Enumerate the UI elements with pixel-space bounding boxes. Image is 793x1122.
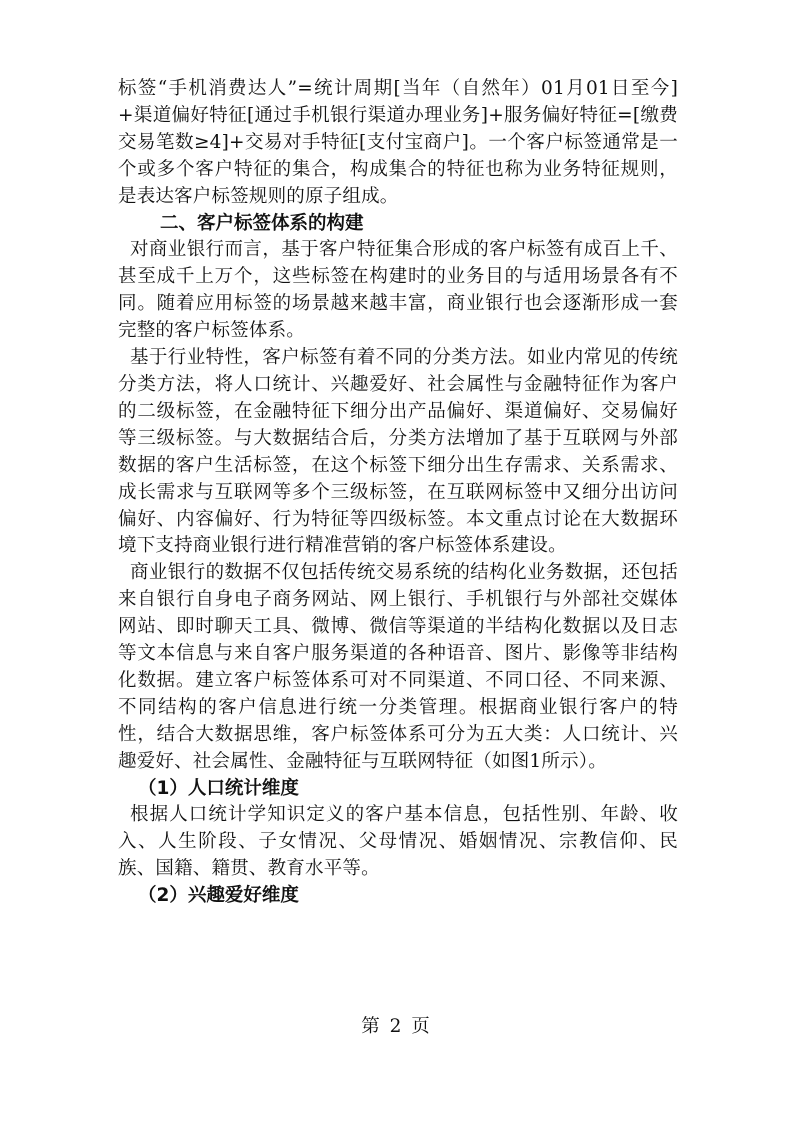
- page-number: 第 2 页: [361, 1016, 432, 1037]
- paragraph-demographics: 根据人口统计学知识定义的客户基本信息，包括性别、年龄、收入、人生阶段、子女情况、父母情况、婚姻情况、宗教信仰、民族、国籍、籍贯、教育水平等。: [118, 804, 678, 880]
- section-heading: 二、客户标签体系的构建: [160, 212, 364, 234]
- subheading-demographics: （1）人口统计维度: [138, 777, 299, 799]
- subheading-interests: （2）兴趣爱好维度: [138, 885, 299, 907]
- paragraph-tag-system-intro: 对商业银行而言，基于客户特征集合形成的客户标签有成百上千、甚至成千上万个，这些标签在构建时的业务目的与适用场景各有不同。随着应用标签的场景越来越丰富，商业银行也会逐渐形成一套完整的客户标签体系。: [118, 239, 678, 342]
- paragraph-classification: 基于行业特性，客户标签有着不同的分类方法。如业内常见的传统分类方法，将人口统计、兴趣爱好、社会属性与金融特征作为客户的二级标签，在金融特征下细分出产品偏好、渠道偏好、交易偏好等三级标签。与大数据结合后，分类方法增加了基于互联网与外部数据的客户生活标签，在这个标签下细分出生存需求、关系需求、成长需求与互联网等多个三级标签，在互联网标签中又细分出访问偏好、内容偏好、行为特征等四级标签。本文重点讨论在大数据环境下支持商业银行进行精准营销的客户标签体系建设。: [118, 347, 678, 557]
- document-body: [118, 76, 678, 910]
- paragraph-tag-definition: 标签“手机消费达人”=统计周期[当年（自然年）01月01日至今]+渠道偏好特征[通过手机银行渠道办理业务]+服务偏好特征=[缴费交易笔数≥4]+交易对手特征[支付宝商户]。一个客户标签通常是一个或多个客户特征的集合，构成集合的特征也称为业务特征规则，是表达客户标签规则的原子组成。: [118, 78, 678, 207]
- paragraph-data-sources: 商业银行的数据不仅包括传统交易系统的结构化业务数据，还包括来自银行自身电子商务网站、网上银行、手机银行与外部社交媒体网站、即时聊天工具、微博、微信等渠道的半结构化数据以及日志等文本信息与来自客户服务渠道的各种语音、图片、影像等非结构化数据。建立客户标签体系可对不同渠道、不同口径、不同来源、不同结构的客户信息进行统一分类管理。根据商业银行客户的特性，结合大数据思维，客户标签体系可分为五大类：人口统计、兴趣爱好、社会属性、金融特征与互联网特征（如图1所示）。: [118, 562, 678, 772]
